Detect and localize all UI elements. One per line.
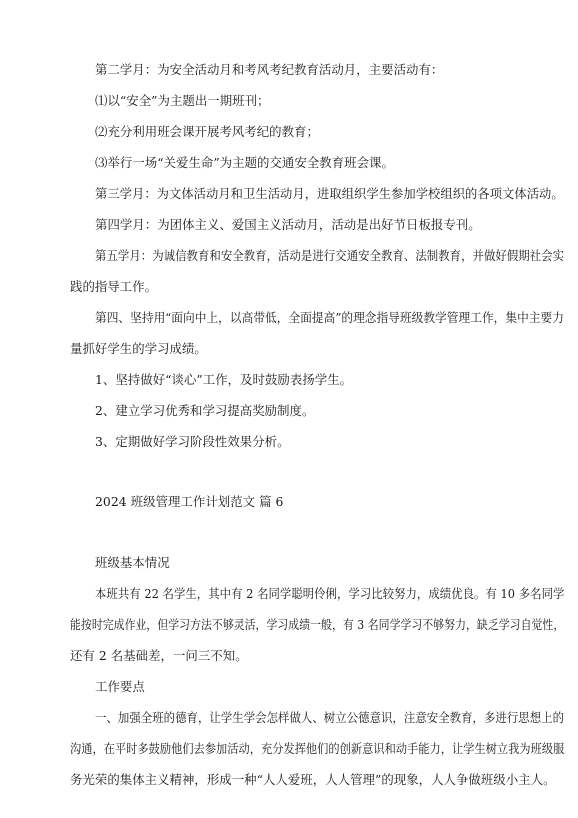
paragraph-class-info-line-1: 本班共有 22 名学生，其中有 2 名同学聪明伶俐，学习比较努力，成绩优良。有 10 多名同学 bbox=[95, 586, 565, 601]
paragraph-class-info-line-2: 能按时完成作业，但学习方法不够灵活，学习成绩一般，有 3 名同学学习不够努力，缺乏学习自觉性， bbox=[70, 617, 565, 632]
paragraph-moral-line-3: 务光荣的集体主义精神，形成一种“人人爱班，人人管理”的现象，人人争做班级小主人。 bbox=[70, 772, 556, 787]
list-item-2-exam-discipline: ⑵充分利用班会课开展考风考纪的教育； bbox=[95, 124, 319, 139]
list-item-stage-analysis: 3、定期做好学习阶段性效果分析。 bbox=[95, 434, 290, 449]
paragraph-class-info-line-3: 还有 2 名基础差，一问三不知。 bbox=[70, 648, 248, 663]
paragraph-month-4: 第四学月：为团体主义、爱国主义活动月，活动是出好节日板报专刊。 bbox=[95, 217, 481, 232]
list-item-reward-system: 2、建立学习优秀和学习提高奖励制度。 bbox=[95, 403, 315, 418]
list-item-1-safety: ⑴以“安全”为主题出一期班刊； bbox=[95, 93, 270, 108]
subheading-class-info: 班级基本情况 bbox=[95, 555, 170, 570]
list-item-heart-talk: 1、坚持做好“谈心”工作，及时鼓励表扬学生。 bbox=[95, 372, 353, 387]
list-item-3-traffic-safety: ⑶举行一场“关爱生命”为主题的交通安全教育班会课。 bbox=[95, 155, 394, 170]
paragraph-month-5-line-2: 践的指导工作。 bbox=[70, 279, 158, 294]
paragraph-month-3: 第三学月：为文体活动月和卫生活动月，进取组织学生参加学校组织的各项文体活动。 bbox=[95, 186, 564, 201]
paragraph-moral-line-1: 一、加强全班的德育，让学生学会怎样做人、树立公德意识，注意安全教育，多进行思想上的 bbox=[95, 710, 565, 725]
paragraph-moral-line-2: 沟通，在平时多鼓励他们去参加活动，充分发挥他们的创新意识和动手能力，让学生树立我为班级服 bbox=[70, 741, 565, 756]
section-heading: 2024 班级管理工作计划范文 篇 6 bbox=[95, 494, 284, 509]
paragraph-fourth-line-2: 量抓好学生的学习成绩。 bbox=[70, 341, 207, 356]
subheading-work-points: 工作要点 bbox=[95, 679, 145, 694]
paragraph-fourth-line-1: 第四、坚持用“面向中上，以高带低，全面提高”的理念指导班级教学管理工作，集中主要力 bbox=[95, 310, 564, 325]
paragraph-month-5-line-1: 第五学月：为诚信教育和安全教育，活动是进行交通安全教育、法制教育，并做好假期社会实 bbox=[95, 248, 565, 263]
paragraph-month-2: 第二学月：为安全活动月和考风考纪教育活动月，主要活动有： bbox=[95, 62, 444, 77]
